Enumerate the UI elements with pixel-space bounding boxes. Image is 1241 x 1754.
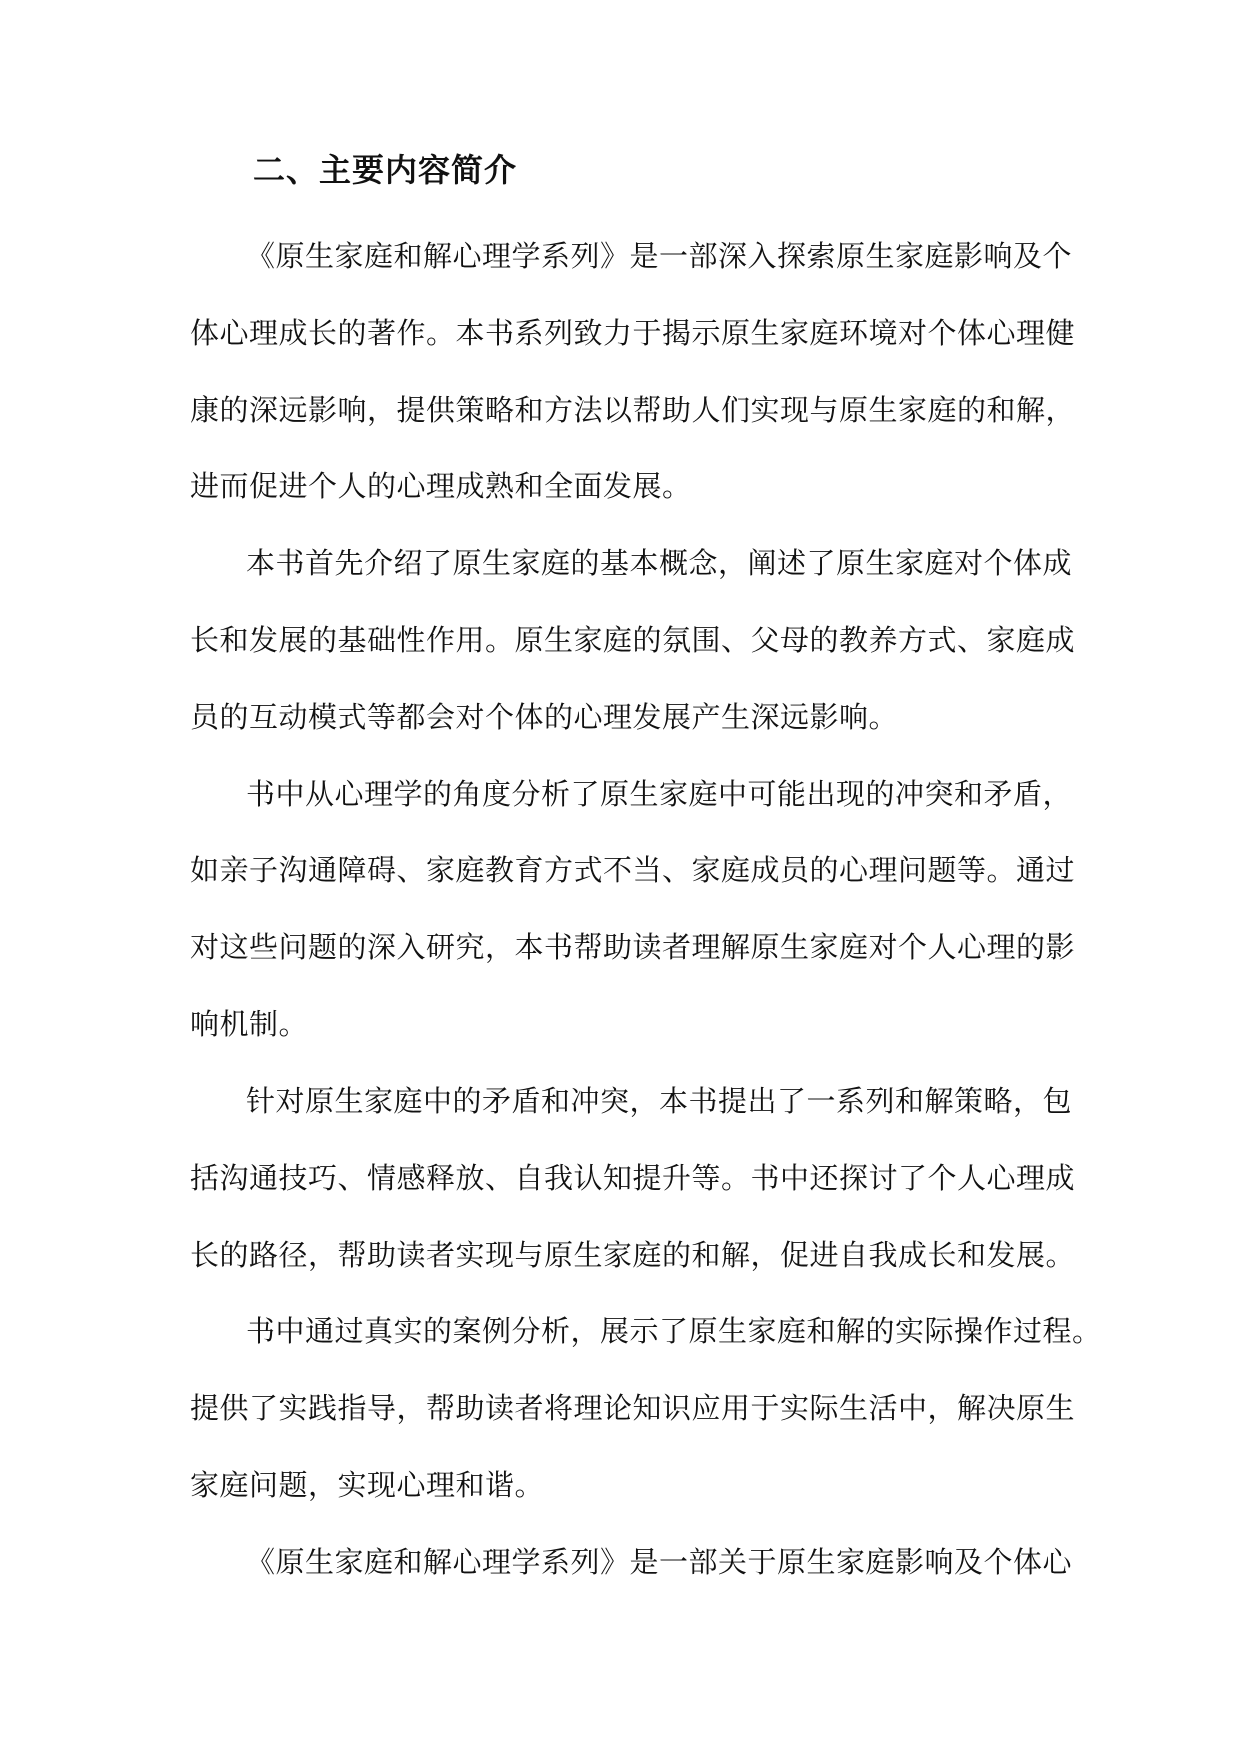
text-line: 进而促进个人的心理成熟和全面发展。 bbox=[190, 469, 692, 503]
section-heading: 二、主要内容简介 bbox=[253, 151, 518, 189]
text-line: 如亲子沟通障碍、家庭教育方式不当、家庭成员的心理问题等。通过 bbox=[190, 853, 1076, 887]
text-line: 长和发展的基础性作用。原生家庭的氛围、父母的教养方式、家庭成 bbox=[190, 623, 1076, 657]
text-line: 《原生家庭和解心理学系列》是一部关于原生家庭影响及个体心 bbox=[246, 1545, 1073, 1579]
text-line: 家庭问题，实现心理和谐。 bbox=[190, 1468, 545, 1502]
text-line: 《原生家庭和解心理学系列》是一部深入探索原生家庭影响及个 bbox=[246, 239, 1073, 273]
text-line: 书中通过真实的案例分析，展示了原生家庭和解的实际操作过程。 bbox=[246, 1314, 1102, 1348]
text-line: 长的路径，帮助读者实现与原生家庭的和解，促进自我成长和发展。 bbox=[190, 1238, 1076, 1272]
text-line: 体心理成长的著作。本书系列致力于揭示原生家庭环境对个体心理健 bbox=[190, 316, 1076, 350]
text-line: 康的深远影响，提供策略和方法以帮助人们实现与原生家庭的和解， bbox=[190, 393, 1076, 427]
text-line: 本书首先介绍了原生家庭的基本概念，阐述了原生家庭对个体成 bbox=[246, 546, 1073, 580]
text-line: 对这些问题的深入研究，本书帮助读者理解原生家庭对个人心理的影 bbox=[190, 930, 1076, 964]
text-line: 响机制。 bbox=[190, 1007, 309, 1041]
text-line: 提供了实践指导，帮助读者将理论知识应用于实际生活中，解决原生 bbox=[190, 1391, 1076, 1425]
text-line: 针对原生家庭中的矛盾和冲突，本书提出了一系列和解策略，包 bbox=[246, 1084, 1073, 1118]
text-line: 员的互动模式等都会对个体的心理发展产生深远影响。 bbox=[190, 700, 899, 734]
text-line: 书中从心理学的角度分析了原生家庭中可能出现的冲突和矛盾， bbox=[246, 777, 1073, 811]
text-line: 括沟通技巧、情感释放、自我认知提升等。书中还探讨了个人心理成 bbox=[190, 1161, 1076, 1195]
